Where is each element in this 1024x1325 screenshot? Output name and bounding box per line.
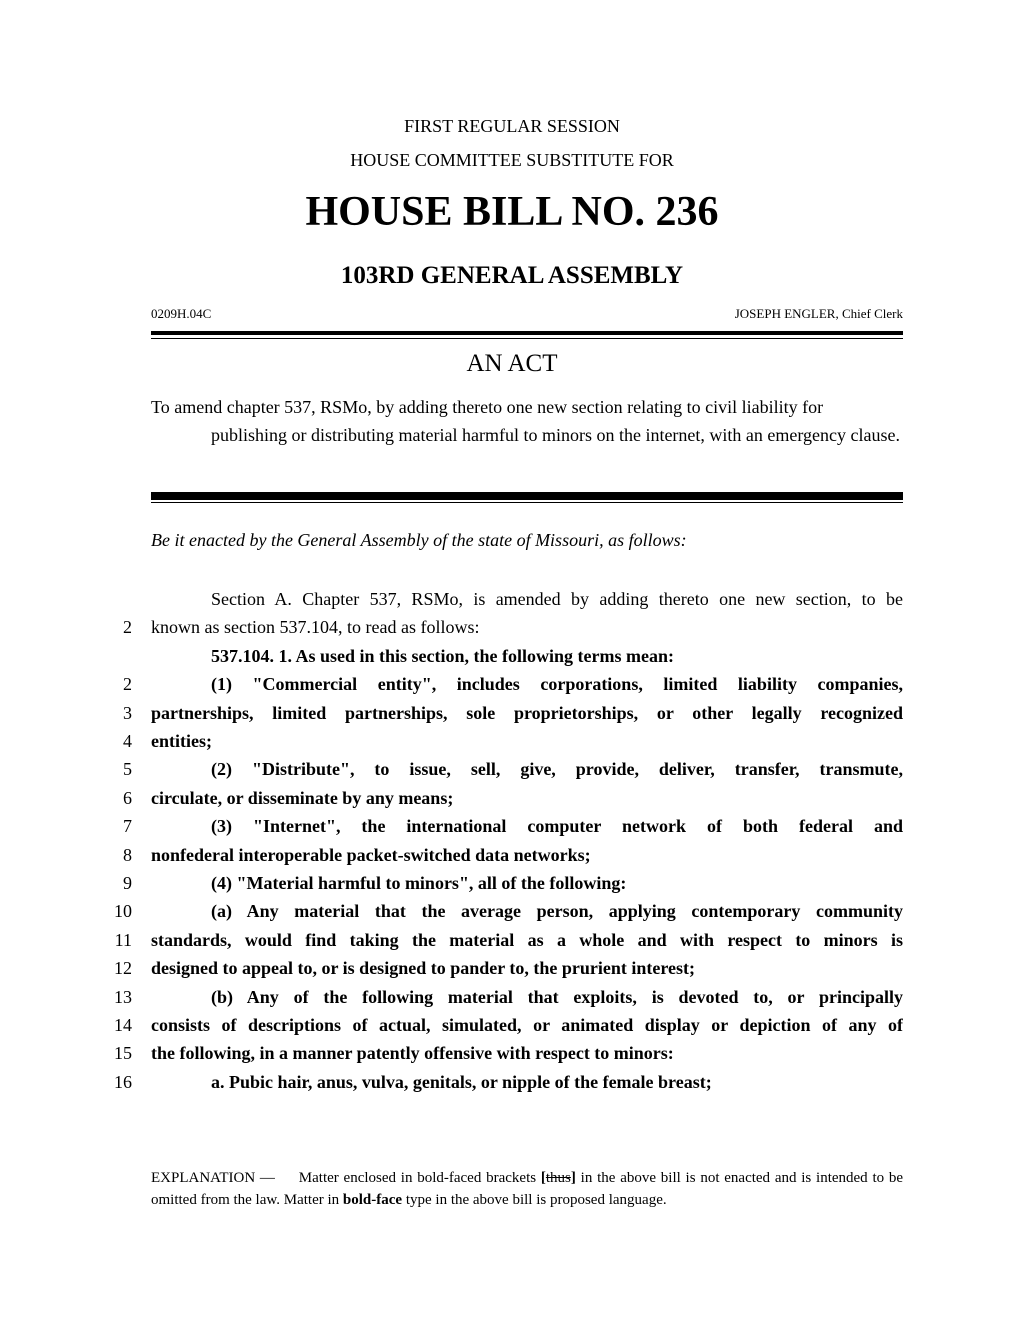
explanation-label: EXPLANATION — bbox=[151, 1170, 275, 1186]
bill-line bbox=[151, 841, 903, 869]
bill-line-text: consists of descriptions of actual, simulated, or animated display or depiction of any of bbox=[151, 1015, 903, 1035]
bill-line-text: circulate, or disseminate by any means; bbox=[151, 788, 454, 808]
line-number: 3 bbox=[123, 703, 132, 723]
line-number: 13 bbox=[114, 987, 132, 1007]
bill-line bbox=[151, 642, 903, 670]
header-rule-thin bbox=[151, 338, 903, 339]
bill-line-text: the following, in a manner patently offensive with respect to minors: bbox=[151, 1043, 674, 1063]
bill-line bbox=[151, 727, 903, 755]
line-number: 2 bbox=[123, 674, 132, 694]
bill-line bbox=[151, 926, 903, 954]
bill-line bbox=[151, 585, 903, 613]
substitute-title: HOUSE COMMITTEE SUBSTITUTE FOR bbox=[350, 150, 674, 170]
bill-line bbox=[151, 1039, 903, 1067]
act-description-cont: publishing or distributing material harmful to minors on the internet, with an emergency clause. bbox=[211, 425, 901, 445]
act-rule-thin bbox=[151, 502, 903, 503]
line-number: 15 bbox=[114, 1043, 132, 1063]
explanation-part3: type in the above bill is proposed language. bbox=[405, 1192, 667, 1208]
bill-line bbox=[151, 954, 903, 982]
bill-line-text: 537.104. 1. As used in this section, the following terms mean: bbox=[211, 646, 674, 666]
bill-line bbox=[151, 699, 903, 727]
line-number: 14 bbox=[114, 1015, 132, 1035]
bill-line-text: entities; bbox=[151, 731, 212, 751]
bill-line bbox=[151, 897, 903, 925]
act-rule-thick bbox=[151, 492, 903, 500]
bill-line-text: partnerships, limited partnerships, sole proprietorships, or other legally recognized bbox=[151, 703, 903, 723]
bill-line-text: (a) Any material that the average person, applying contemporary community bbox=[211, 901, 903, 921]
bill-line-text: known as section 537.104, to read as follows: bbox=[151, 617, 480, 637]
bill-line-text: standards, would find taking the material as a whole and with respect to minors is bbox=[151, 930, 903, 950]
bill-line bbox=[151, 812, 903, 840]
bill-line bbox=[151, 983, 903, 1011]
bill-title: HOUSE BILL NO. 236 bbox=[305, 189, 719, 235]
line-number bbox=[92, 642, 132, 670]
line-number: 9 bbox=[123, 873, 132, 893]
bill-line-text: (2) "Distribute", to issue, sell, give, provide, deliver, transfer, transmute, bbox=[211, 759, 903, 779]
assembly-title: 103RD GENERAL ASSEMBLY bbox=[340, 262, 684, 289]
bracket-close: ] bbox=[570, 1170, 576, 1186]
explanation-part2: in the above bill is not enacted and is intended to be omitted from the law. Matter in bbox=[151, 1170, 904, 1208]
act-description-first: To amend chapter 537, RSMo, by adding thereto one new section relating to civil liability for bbox=[151, 397, 824, 417]
line-number: 2 bbox=[123, 617, 132, 637]
act-heading: AN ACT bbox=[466, 350, 558, 377]
explanation-note bbox=[151, 1167, 903, 1211]
bill-line-text: nonfederal interoperable packet-switched data networks; bbox=[151, 845, 591, 865]
line-number bbox=[92, 585, 132, 613]
bill-line bbox=[151, 755, 903, 783]
bill-line-text: Section A. Chapter 537, RSMo, is amended by adding thereto one new section, to be bbox=[211, 589, 903, 609]
line-number: 6 bbox=[123, 788, 132, 808]
line-number: 4 bbox=[123, 731, 132, 751]
bill-line-text: designed to appeal to, or is designed to pander to, the prurient interest; bbox=[151, 958, 696, 978]
bracket-open: [ bbox=[540, 1170, 546, 1186]
line-number: 5 bbox=[123, 759, 132, 779]
line-number: 16 bbox=[114, 1072, 132, 1092]
line-number: 8 bbox=[123, 845, 132, 865]
bill-line bbox=[151, 670, 903, 698]
line-number: 10 bbox=[114, 901, 132, 921]
boldface-example: bold-face bbox=[342, 1192, 403, 1208]
bill-line-text: (3) "Internet", the international computer network of both federal and bbox=[211, 816, 903, 836]
line-number: 7 bbox=[123, 816, 132, 836]
bill-line bbox=[151, 1011, 903, 1039]
bill-line-text: (1) "Commercial entity", includes corporations, limited liability companies, bbox=[211, 674, 903, 694]
header-rule-thick bbox=[151, 331, 903, 335]
bill-line-text: (b) Any of the following material that exploits, is devoted to, or principally bbox=[211, 987, 903, 1007]
line-number: 12 bbox=[114, 958, 132, 978]
bill-line bbox=[151, 1068, 903, 1096]
bill-line bbox=[151, 869, 903, 897]
act-description bbox=[151, 393, 903, 449]
bill-line-text: a. Pubic hair, anus, vulva, genitals, or nipple of the female breast; bbox=[211, 1072, 712, 1092]
struck-example: thus bbox=[545, 1170, 571, 1186]
line-number: 11 bbox=[114, 930, 132, 950]
bill-line-text: (4) "Material harmful to minors", all of the following: bbox=[211, 873, 627, 893]
explanation-part1: Matter enclosed in bold-faced brackets bbox=[298, 1170, 537, 1186]
chief-clerk: JOSEPH ENGLER, Chief Clerk bbox=[734, 306, 903, 321]
bill-line bbox=[151, 784, 903, 812]
doc-code: 0209H.04C bbox=[151, 306, 212, 321]
session-title: FIRST REGULAR SESSION bbox=[404, 116, 620, 136]
bill-line bbox=[151, 613, 903, 641]
enacting-clause: Be it enacted by the General Assembly of the state of Missouri, as follows: bbox=[151, 530, 687, 550]
